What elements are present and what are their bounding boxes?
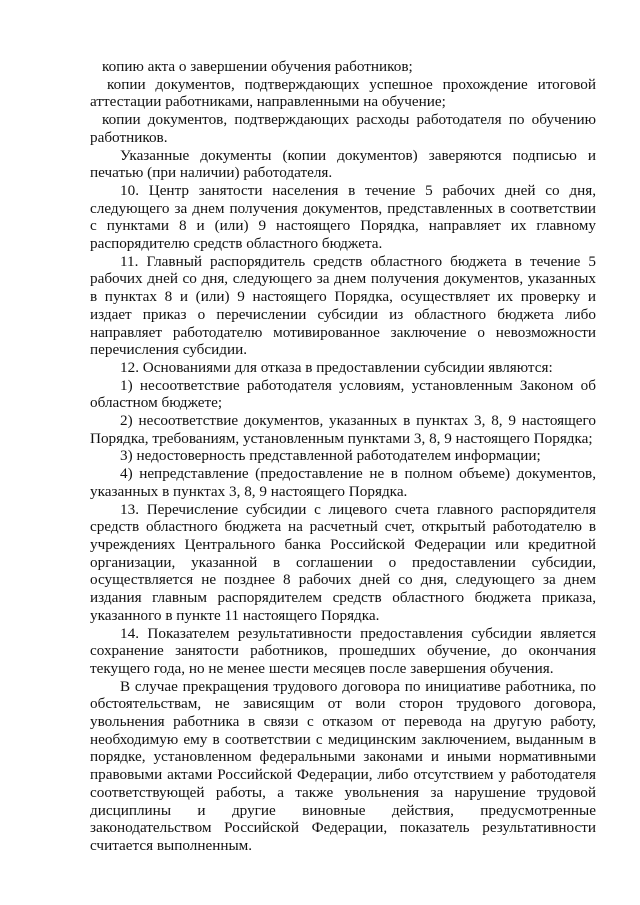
document-body — [90, 58, 596, 855]
paragraph-refusal-3: 3) недостоверность представленной работодателем информации; — [120, 447, 541, 465]
paragraph-attestation-copies: копии документов, подтверждающих успешное прохождение итоговой аттестации работниками, направленными на обучение; — [90, 75, 596, 111]
paragraph-act-copy: копию акта о завершении обучения работников; — [102, 58, 413, 75]
paragraph-refusal-4: 4) непредставление (предоставление не в полном объеме) документов, указанных в пунктах 3, 8, 9 настоящего Порядка. — [90, 465, 596, 500]
paragraph-item-10: 10. Центр занятости населения в течение 5 рабочих дней со дня, следующего за днем получения документов, представленных в соответствии с пунктами 8 и (или) 9 настоящего Порядка, направляет их главному распорядителю средств областного бюджета. — [90, 181, 596, 253]
paragraph-refusal-1: 1) несоответствие работодателя условиям, установленным Законом об областном бюджете; — [90, 376, 596, 412]
paragraph-item-11: 11. Главный распорядитель средств областного бюджета в течение 5 рабочих дней со дня, следующего за днем получения документов, указанных в пунктах 8 и (или) 9 настоящего Порядка, осуществляет их проверку и издает приказ о перечислении субсидии из областного бюджета либо направляет работодателю мотивированное заключение о невозможности перечисления субсидии. — [90, 252, 596, 359]
paragraph-item-13: 13. Перечисление субсидии с лицевого счета главного распорядителя средств областного бюджета на расчетный счет, открытый работодателю в учреждениях Центрального банка Российской Федерации или кредитной организации, указанной в соглашении о предоставлении субсидии, осуществляется не позднее 8 рабочих дней со дня, следующего за днем издания главным распорядителем средств областного бюджета приказа, указанного в пункте 11 настоящего Порядка. — [90, 500, 596, 624]
paragraph-certification: Указанные документы (копии документов) заверяются подписью и печатью (при наличии) работодателя. — [90, 146, 596, 182]
paragraph-item-14: 14. Показателем результативности предоставления субсидии является сохранение занятости работников, прошедших обучение, до окончания текущего года, но не менее шести месяцев после завершения обучения. — [90, 624, 596, 677]
paragraph-item-12: 12. Основаниями для отказа в предоставлении субсидии являются: — [120, 358, 553, 376]
paragraph-refusal-2: 2) несоответствие документов, указанных в пунктах 3, 8, 9 настоящего Порядка, требованиям, установленным пунктами 3, 8, 9 настоящего Порядка; — [90, 412, 596, 447]
paragraph-expense-copies: копии документов, подтверждающих расходы работодателя по обучению работников. — [90, 111, 596, 146]
paragraph-termination-cases: В случае прекращения трудового договора по инициативе работника, по обстоятельствам, не зависящим от воли сторон трудового договора, увольнения работника в связи с отказом от перевода на другую работу, необходимую ему в соответствии с медицинским заключением, выданным в порядке, установленном федеральными законами и иными нормативными правовыми актами Российской Федерации, либо отсутствием у работодателя соответствующей работы, а также увольнения за нарушение трудовой дисциплины и другие виновные действия, предусмотренные законодательством Российской Федерации, показатель результативности считается выполненным. — [90, 677, 596, 854]
